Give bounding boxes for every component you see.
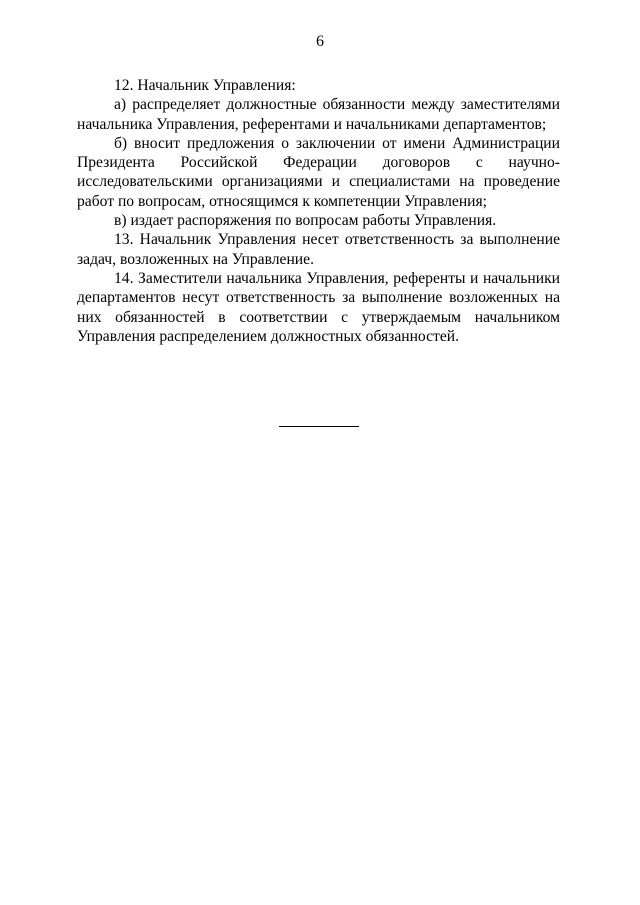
end-divider-line	[279, 426, 359, 427]
paragraph-12b: б) вносит предложения о заключении от имени Администрации Президента Российской Федерации договоров с научно-исследовательскими организациями и специалистами на проведение работ по вопросам, относящимся к компетенции Управления;	[77, 134, 560, 210]
paragraph-12v: в) издает распоряжения по вопросам работы Управления.	[114, 212, 497, 230]
paragraph-12a: а) распределяет должностные обязанности между заместителями начальника Управления, референтами и начальниками департаментов;	[77, 96, 560, 133]
paragraph-13: 13. Начальник Управления несет ответственность за выполнение задач, возложенных на Управление.	[77, 231, 560, 268]
paragraph-14: 14. Заместители начальника Управления, референты и начальники департаментов несут ответственность за выполнение возложенных на них обязанностей в соответствии с утверждаемым начальником Управления распределением должностных обязанностей.	[77, 269, 560, 345]
document-body	[77, 76, 560, 346]
page-number: 6	[316, 33, 324, 50]
paragraph-12: 12. Начальник Управления:	[114, 77, 296, 94]
